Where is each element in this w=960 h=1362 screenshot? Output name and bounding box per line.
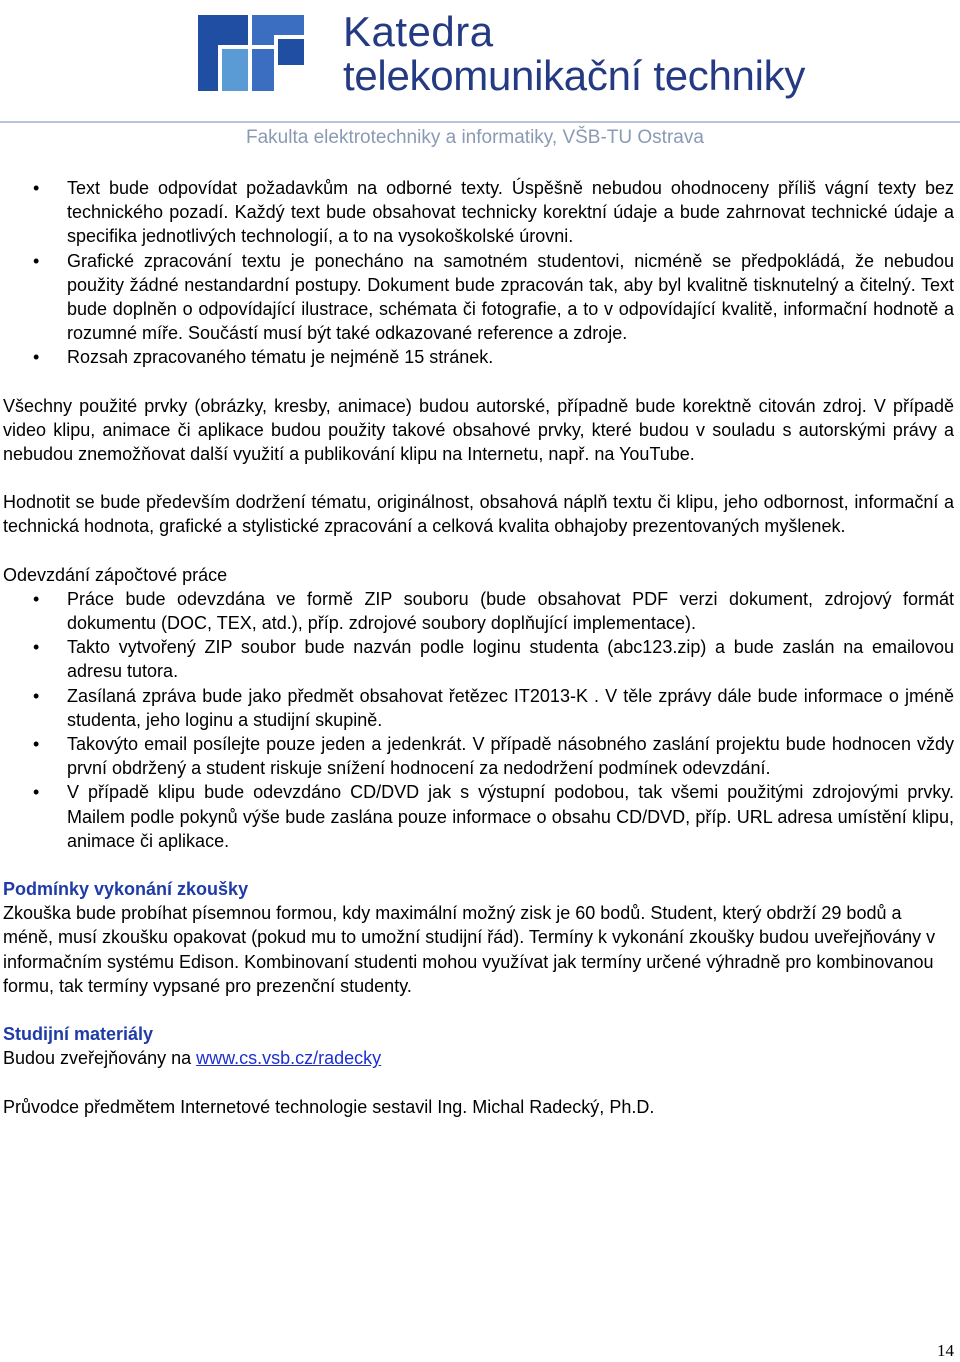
- page-number: 14: [937, 1341, 954, 1360]
- list-item: • Takovýto email posílejte pouze jeden a jedenkrát. V případě násobného zaslání projektu bude hodnocen vždy první obdržený a student riskuje snížení hodnocení za nedodržení podmínek odevzdání.: [3, 732, 954, 780]
- paragraph-evaluation: Hodnotit se bude především dodržení tématu, originálnost, obsahová náplň textu či klipu, jeho odbornost, informační a technická hodnota, grafické a stylistické zpracování a celková kvalita obhajoby prezentovaných myšlenek.: [3, 492, 954, 537]
- header-divider: [0, 121, 960, 123]
- document-body: [3, 176, 954, 1119]
- submission-heading: Odevzdání zápočtové práce: [3, 564, 228, 585]
- list-item: • Takto vytvořený ZIP soubor bude nazván podle loginu studenta (abc123.zip) a bude zaslán na emailovou adresu tutora.: [3, 635, 954, 683]
- materials-prefix: Budou zveřejňovány na: [3, 1048, 197, 1069]
- list-item: • Práce bude odevzdána ve formě ZIP souboru (bude obsahovat PDF verzi dokument, zdrojový formát dokumentu (DOC, TEX, atd.), příp. zdrojové soubory doplňující implementace).: [3, 587, 954, 635]
- materials-text: [3, 1046, 954, 1070]
- list-item: • Rozsah zpracovaného tématu je nejméně 15 stránek.: [3, 345, 954, 369]
- list-item: • Zasílaná zpráva bude jako předmět obsahovat řetězec IT2013-K . V těle zprávy dále bude informace o jméně studenta, jeho loginu a studijní skupině.: [3, 684, 954, 732]
- paragraph-elements: Všechny použité prvky (obrázky, kresby, animace) budou autorské, případně bude korektně citován zdroj. V případě video klipu, animace či aplikace budou použity takové obsahové prvky, které budou v souladu s autorskými právy a nebudou znemožňovat další využití a publikování klipu na Internetu, např. na YouTube.: [3, 395, 954, 465]
- department-logo: [190, 5, 312, 97]
- exam-heading: Podmínky vykonání zkoušky: [3, 879, 249, 900]
- list-item: • V případě klipu bude odevzdáno CD/DVD jak s výstupní podobou, tak všemi použitými zdrojovými prvky. Mailem podle pokynů výše bude zaslána pouze informace o obsahu CD/DVD, příp. URL adresa umístění klipu, animace či aplikace.: [3, 780, 954, 853]
- department-name-line1: Katedra: [343, 8, 494, 55]
- list-item: • Text bude odpovídat požadavkům na odborné texty. Úspěšně nebudou ohodnoceny příliš vágní texty bez technického pozadí. Každý text bude obsahovat technicky korektní údaje a bude zahrnovat technické údaje a specifika jednotlivých technologií, a to na vysokoškolské úrovni.: [3, 176, 954, 249]
- materials-heading: Studijní materiály: [3, 1024, 154, 1045]
- exam-text: Zkouška bude probíhat písemnou formou, kdy maximální možný zisk je 60 bodů. Student, který obdrží 29 bodů a méně, musí zkoušku opakovat (pokud mu to umožní studijní řád). Termíny k vykonání zkoušky budou uveřejňovány v informačním systému Edison. Kombinovaní studenti mohou využívat jak termíny určené výhradně pro kombinovanou formu, tak termíny vypsané pro prezenční studenty.: [3, 903, 936, 996]
- footer-note: Průvodce předmětem Internetové technologie sestavil Ing. Michal Radecký, Ph.D.: [3, 1096, 655, 1117]
- department-name-line2: telekomunikační techniky: [343, 52, 806, 99]
- submission-list: [3, 587, 954, 853]
- page-header: [0, 0, 960, 160]
- list-item: • Grafické zpracování textu je ponecháno na samotném studentovi, nicméně se předpokládá, že nebudou použity žádné nestandardní postupy. Dokument bude zpracován tak, aby byl kvalitně tisknutelný a čitelný. Text bude doplněn o odpovídající ilustrace, schémata či fotografie, a to v odpovídající kvalitě, informační hodnotě a rozumné míře. Součástí musí být také odkazované reference a zdroje.: [3, 249, 954, 346]
- requirements-list: [3, 176, 954, 370]
- faculty-name: Fakulta elektrotechniky a informatiky, VŠB-TU Ostrava: [246, 127, 704, 148]
- materials-link[interactable]: www.cs.vsb.cz/radecky: [196, 1048, 382, 1069]
